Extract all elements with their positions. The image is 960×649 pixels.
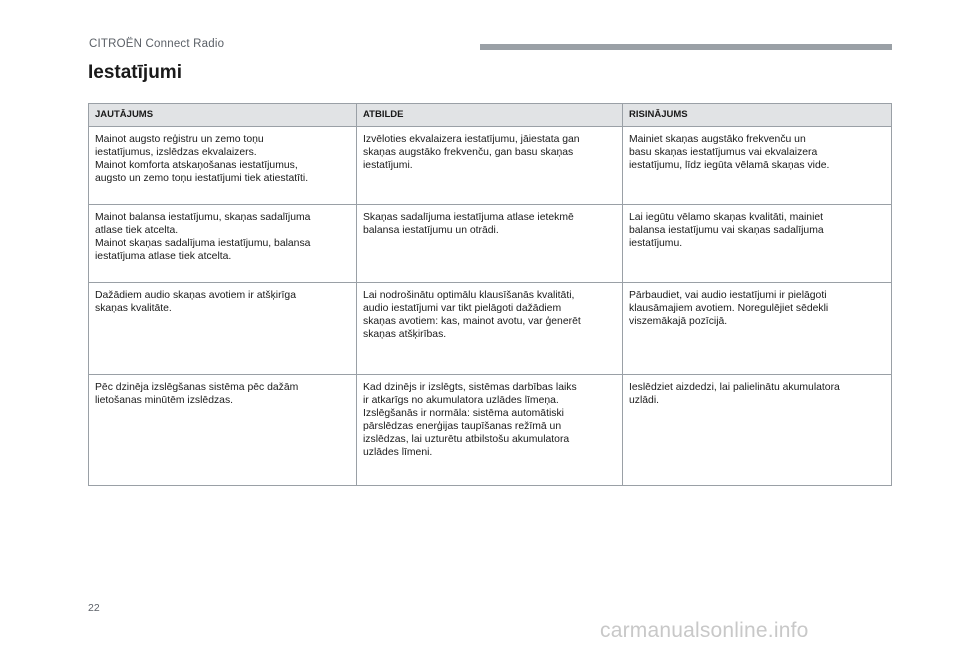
cell-solution bbox=[623, 375, 892, 486]
cell-line: iestatījumu, līdz iegūta vēlamā skaņas vide. bbox=[629, 160, 830, 172]
cell-line: atlase tiek atcelta. bbox=[95, 225, 179, 237]
cell-line: Lai nodrošinātu optimālu klausīšanās kvalitāti, bbox=[363, 290, 575, 301]
column-header-answer: ATBILDE bbox=[357, 104, 623, 127]
cell-line: basu skaņas iestatījumus vai ekvalaizera bbox=[629, 147, 818, 159]
cell-line: Mainot augsto reģistru un zemo toņu bbox=[95, 134, 264, 145]
cell-question bbox=[89, 127, 357, 205]
cell-line: Izslēgšanās ir normāla: sistēma automātiski bbox=[363, 408, 564, 420]
troubleshooting-table bbox=[88, 103, 892, 486]
cell-line: klausāmajiem avotiem. Noregulējiet sēdekli bbox=[629, 303, 829, 315]
cell-line: izslēdzas, lai uzturētu atbilstošu akumulatora bbox=[363, 434, 570, 446]
page-number: 22 bbox=[88, 602, 100, 614]
cell-line: Izvēloties ekvalaizera iestatījumu, jāiestata gan bbox=[363, 134, 580, 145]
cell-line: Dažādiem audio skaņas avotiem ir atšķirīga bbox=[95, 290, 296, 301]
table-row bbox=[89, 205, 892, 283]
cell-line: iestatījuma atlase tiek atcelta. bbox=[95, 251, 232, 263]
cell-line: augsto un zemo toņu iestatījumi tiek atiestatīti. bbox=[95, 173, 309, 185]
cell-line: iestatījumu. bbox=[629, 238, 683, 250]
troubleshooting-table-container bbox=[88, 103, 891, 486]
column-header-question: JAUTĀJUMS bbox=[89, 104, 357, 127]
cell-line: lietošanas minūtēm izslēdzas. bbox=[95, 395, 234, 407]
cell-line: Mainot balansa iestatījumu, skaņas sadalījuma bbox=[95, 212, 311, 223]
page-title: Iestatījumi bbox=[88, 62, 182, 83]
cell-line: ir atkarīgs no akumulatora uzlādes līmeņa. bbox=[363, 395, 559, 407]
cell-line: skaņas atšķirības. bbox=[363, 329, 447, 341]
cell-question bbox=[89, 375, 357, 486]
cell-line: balansa iestatījumu vai skaņas sadalījuma bbox=[629, 225, 824, 237]
cell-line: Mainot skaņas sadalījuma iestatījumu, balansa bbox=[95, 238, 311, 250]
cell-solution bbox=[623, 283, 892, 375]
cell-line: Ieslēdziet aizdedzi, lai palielinātu akumulatora bbox=[629, 382, 840, 393]
cell-line: Kad dzinējs ir izslēgts, sistēmas darbības laiks bbox=[363, 382, 577, 393]
table-row bbox=[89, 283, 892, 375]
cell-line: skaņas avotiem: kas, mainot avotu, var ģenerēt bbox=[363, 316, 581, 328]
cell-line: Pēc dzinēja izslēgšanas sistēma pēc dažām bbox=[95, 382, 299, 393]
cell-line: Skaņas sadalījuma iestatījuma atlase ietekmē bbox=[363, 212, 574, 223]
cell-question bbox=[89, 205, 357, 283]
cell-answer bbox=[357, 283, 623, 375]
cell-line: uzlādi. bbox=[629, 395, 660, 407]
table-row bbox=[89, 127, 892, 205]
cell-solution bbox=[623, 127, 892, 205]
header-brand: CITROËN Connect Radio bbox=[89, 38, 225, 50]
cell-answer bbox=[357, 205, 623, 283]
cell-line: viszemākajā pozīcijā. bbox=[629, 316, 728, 328]
table-row bbox=[89, 375, 892, 486]
cell-line: Lai iegūtu vēlamo skaņas kvalitāti, mainiet bbox=[629, 212, 824, 223]
cell-answer bbox=[357, 375, 623, 486]
watermark-link[interactable]: carmanualsonline.info bbox=[600, 619, 809, 642]
cell-answer bbox=[357, 127, 623, 205]
table-header-row bbox=[89, 104, 892, 127]
cell-line: balansa iestatījumu un otrādi. bbox=[363, 225, 499, 237]
cell-line: skaņas augstāko frekvenču, gan basu skaņas bbox=[363, 147, 574, 159]
cell-solution bbox=[623, 205, 892, 283]
cell-line: Mainot komforta atskaņošanas iestatījumus, bbox=[95, 160, 298, 172]
cell-line: Mainiet skaņas augstāko frekvenču un bbox=[629, 134, 806, 145]
cell-line: audio iestatījumi var tikt pielāgoti dažādiem bbox=[363, 303, 562, 315]
cell-line: uzlādes līmeni. bbox=[363, 447, 433, 459]
column-header-solution: RISINĀJUMS bbox=[623, 104, 892, 127]
cell-line: iestatījumus, izslēdzas ekvalaizers. bbox=[95, 147, 257, 159]
cell-question bbox=[89, 283, 357, 375]
header-divider-bar bbox=[480, 44, 892, 50]
cell-line: pārslēdzas enerģijas taupīšanas režīmā un bbox=[363, 421, 562, 433]
cell-line: Pārbaudiet, vai audio iestatījumi ir pielāgoti bbox=[629, 290, 827, 301]
cell-line: iestatījumi. bbox=[363, 160, 413, 172]
cell-line: skaņas kvalitāte. bbox=[95, 303, 172, 315]
